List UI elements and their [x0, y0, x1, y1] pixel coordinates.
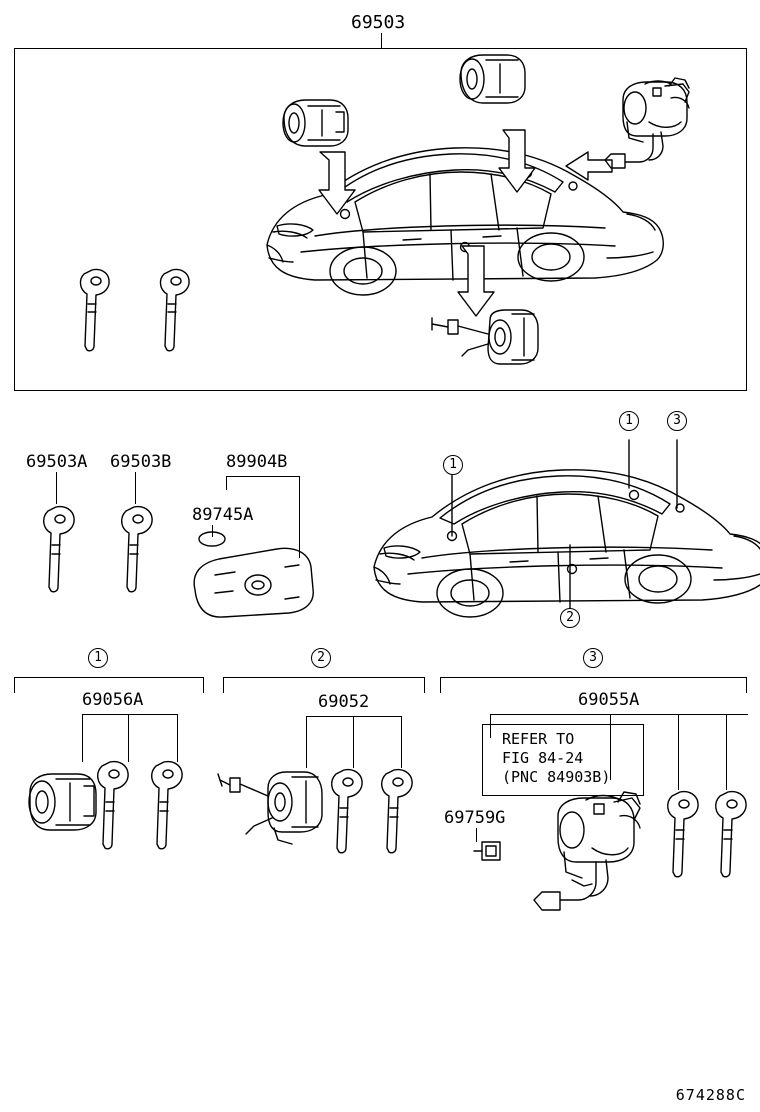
leader-89745A	[212, 525, 213, 537]
group2-part-left	[306, 716, 307, 768]
label-69056A: 69056A	[82, 690, 144, 710]
group1-part-mid	[128, 714, 129, 762]
label-69503A: 69503A	[26, 452, 88, 472]
bracket-89904B-right	[299, 476, 300, 558]
group2-part-right	[401, 716, 402, 768]
group1-left-tick	[14, 677, 15, 693]
refer-to-line-3: (PNC 84903B)	[502, 768, 611, 786]
bracket-89904B-top	[226, 476, 300, 477]
group3-part-rule	[490, 714, 748, 715]
callout-2-group: 2	[311, 648, 331, 668]
callout-2-middle: 2	[560, 608, 580, 628]
refer-to-line-2: FIG 84-24	[502, 749, 584, 767]
group3-top-rule	[440, 677, 747, 678]
group2-part-rule	[306, 716, 402, 717]
group2-part-mid	[353, 716, 354, 768]
label-89904B: 89904B	[226, 452, 288, 472]
group1-part-left	[82, 714, 83, 762]
group1-part-rule	[82, 714, 178, 715]
label-69759G: 69759G	[444, 808, 506, 828]
callout-1-group: 1	[88, 648, 108, 668]
refer-to-line-1: REFER TO	[502, 730, 575, 748]
group3-part-mid2	[678, 714, 679, 790]
label-69055A: 69055A	[578, 690, 640, 710]
group2-left-tick	[223, 677, 224, 693]
group1-right-tick	[203, 677, 204, 693]
callout-1-middle: 1	[443, 455, 463, 475]
group3-left-tick	[440, 677, 441, 693]
callout-3-group: 3	[583, 648, 603, 668]
group3-part-right	[726, 714, 727, 790]
group1-top-rule	[14, 677, 204, 678]
leader-69503A	[56, 472, 57, 504]
group1-part-right	[177, 714, 178, 762]
label-69052: 69052	[318, 692, 370, 712]
top-part-number-label: 69503	[351, 12, 406, 33]
callout-3-middle-left: 1	[619, 411, 639, 431]
label-89745A: 89745A	[192, 505, 254, 525]
group2-right-tick	[424, 677, 425, 693]
footer-code: 674288C	[675, 1086, 746, 1104]
label-69503B: 69503B	[110, 452, 172, 472]
leader-69759G	[476, 828, 477, 842]
leader-69503B	[135, 472, 136, 504]
callout-3-middle-right: 3	[667, 411, 687, 431]
bracket-89904B-left	[226, 476, 227, 490]
group3-right-tick	[746, 677, 747, 693]
group2-top-rule	[223, 677, 425, 678]
